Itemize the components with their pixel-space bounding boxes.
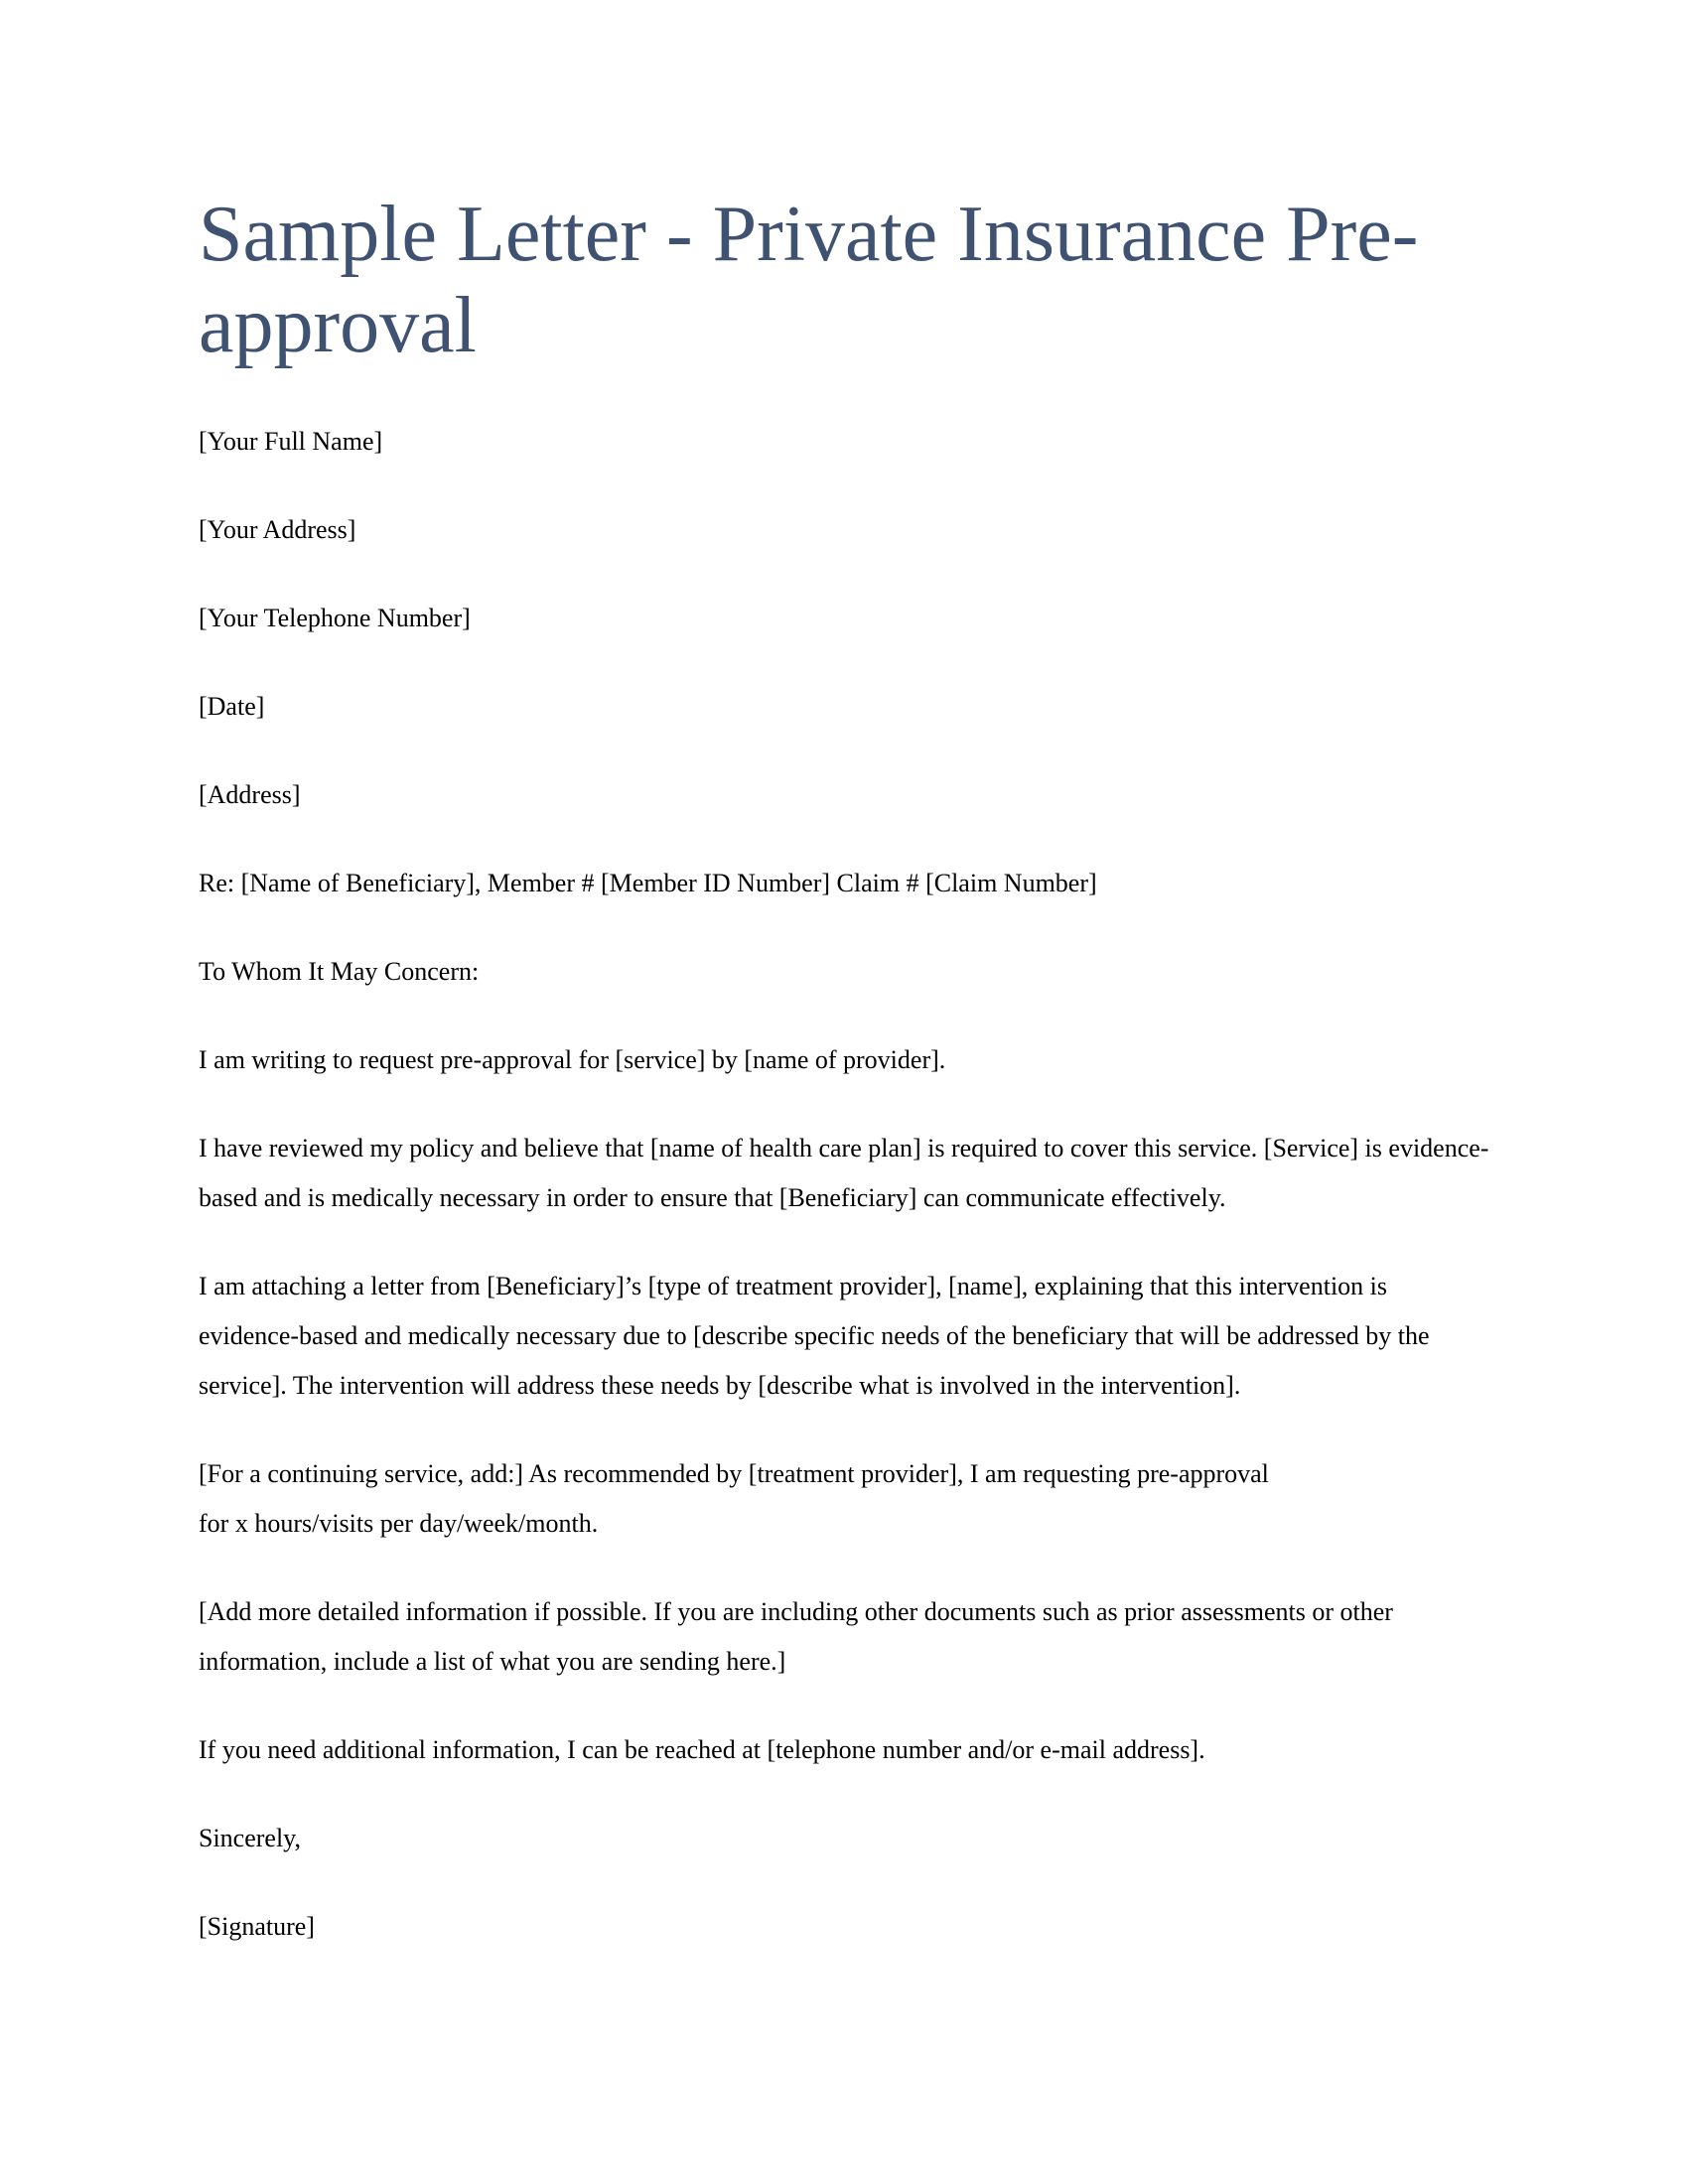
recipient-address: [Address] (199, 780, 301, 809)
body-paragraph: If you need additional information, I can be reached at [telephone number and/or e-mail address]. (199, 1735, 1205, 1764)
sender-name: [Your Full Name] (199, 427, 383, 456)
sender-phone: [Your Telephone Number] (199, 604, 471, 632)
salutation: To Whom It May Concern: (199, 957, 480, 986)
body-paragraph: I have reviewed my policy and believe that [name of health care plan] is required to cover this service. [Service] is evidence-based and is medically necessary in order to ensure that [Beneficiary] can communicate effectively. (199, 1134, 1489, 1212)
body-paragraph: I am attaching a letter from [Beneficiary]’s [type of treatment provider], [name], explaining that this intervention is evidence-based and medically necessary due to [describe specific needs of the beneficiary that will be addressed by the service]. The intervention will address these needs by [describe what is involved in the intervention]. (199, 1272, 1430, 1400)
body-paragraph: [Add more detailed information if possible. If you are including other documents such as prior assessments or other information, include a list of what you are sending here.] (199, 1597, 1393, 1676)
page-title (199, 189, 1489, 371)
body-paragraph: I am writing to request pre-approval for [service] by [name of provider]. (199, 1045, 946, 1074)
title-line-1: Sample Letter - Private Insurance Pre- (199, 191, 1419, 278)
sender-address: [Your Address] (199, 515, 356, 544)
body-paragraph (199, 1449, 1489, 1549)
letter-date: [Date] (199, 692, 265, 721)
re-line: Re: [Name of Beneficiary], Member # [Member ID Number] Claim # [Claim Number] (199, 869, 1097, 897)
title-line-2: approval (199, 282, 477, 369)
body-paragraph-line: for x hours/visits per day/week/month. (199, 1509, 599, 1538)
letter-page (199, 189, 1489, 1990)
body-paragraph-line: [For a continuing service, add:] As recommended by [treatment provider], I am requesting pre-approval (199, 1459, 1269, 1488)
signature: [Signature] (199, 1912, 315, 1941)
closing: Sincerely, (199, 1824, 301, 1852)
